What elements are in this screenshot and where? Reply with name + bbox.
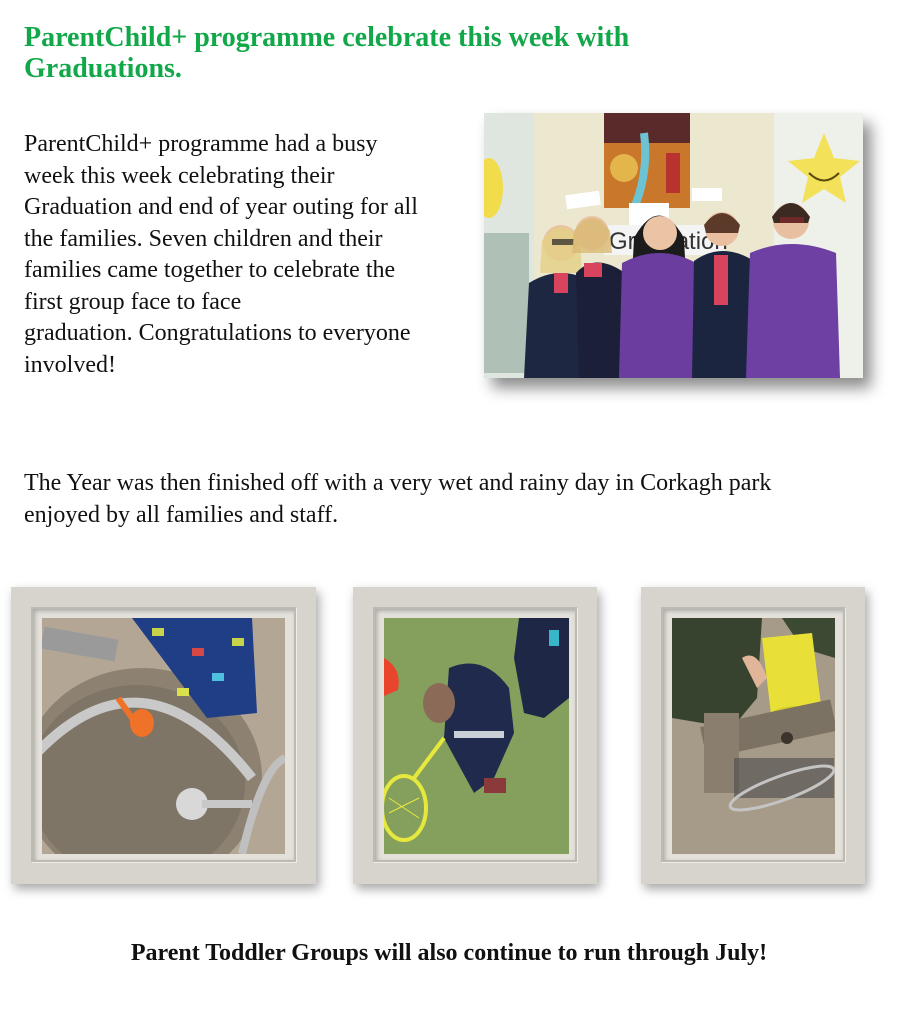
intro-line: graduation. Congratulations to everyone	[24, 320, 411, 346]
gallery-photo-racket	[384, 618, 569, 854]
intro-line: ParentChild+ programme had a busy	[24, 131, 378, 157]
gallery-photo-bucket	[672, 618, 835, 854]
outing-line: enjoyed by all families and staff.	[24, 501, 339, 528]
intro-line: first group face to face	[24, 288, 242, 315]
intro-paragraph	[24, 129, 484, 381]
gallery-photo-water-table	[42, 618, 285, 854]
article-heading: ParentChild+ programme celebrate this week with Graduations.	[24, 22, 630, 84]
intro-line: Graduation and end of year outing for all	[24, 194, 418, 220]
gallery-frame-2	[353, 587, 597, 884]
gallery-frame-1	[11, 587, 316, 884]
outing-line: The Year was then finished off with a very wet and rainy day in Corkagh park	[24, 470, 772, 496]
intro-line: families came together to celebrate the	[24, 257, 396, 283]
intro-line: week this week celebrating their	[24, 162, 335, 189]
intro-line: the families. Seven children and their	[24, 225, 383, 252]
intro-line: involved!	[24, 351, 116, 378]
outing-paragraph	[24, 468, 894, 531]
footer-note: Parent Toddler Groups will also continue to run through July!	[130, 940, 768, 966]
gallery-frame-3	[641, 587, 865, 884]
graduation-photo	[484, 113, 863, 378]
graduation-photo-illustration	[484, 113, 863, 378]
